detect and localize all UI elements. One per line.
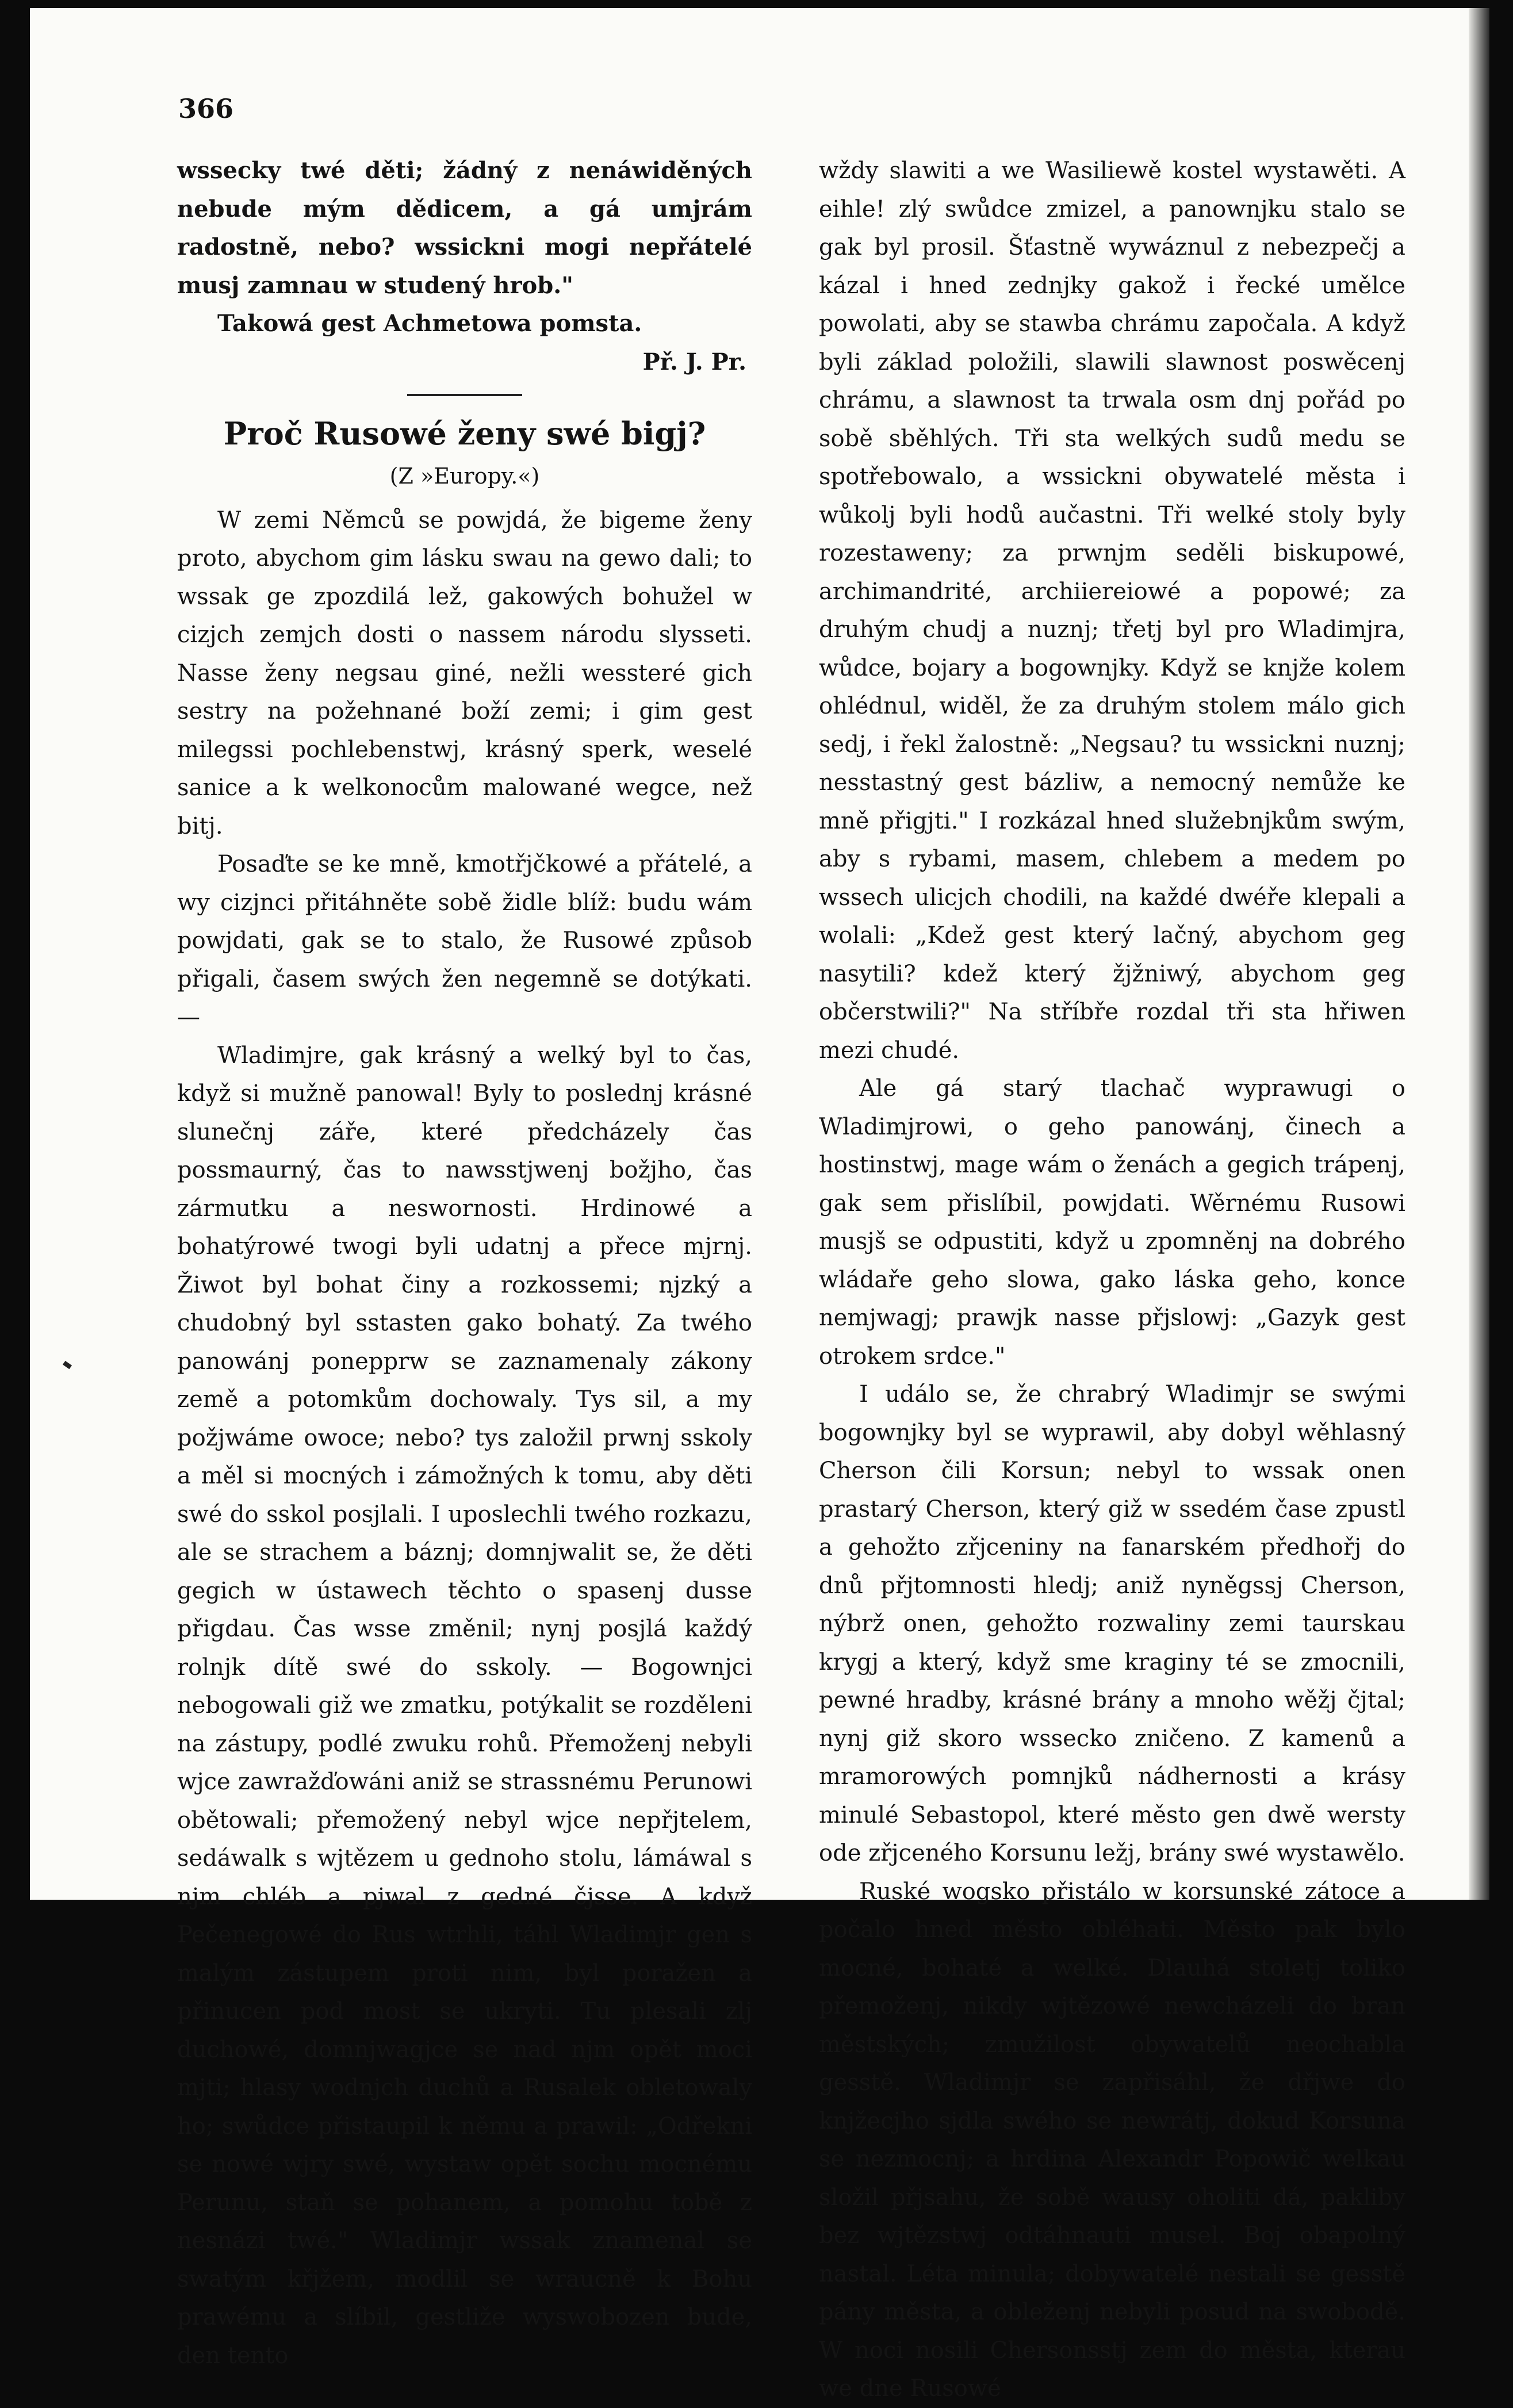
page-spine-shadow [1469,8,1489,1900]
section-divider [407,394,522,396]
paragraph: W zemi Němců se powjdá, že bigeme ženy proto, abychom gim lásku swau na gewo dali; to wssak ge zpozdilá lež, gakowých bohužel w cizjch zemjch dosti o nassem národu slysseti. Nasse ženy negsau giné, nežli wessteré gich sestry na požehnané boží zemi; i gim gest milegssi pochlebenstwj, krásný sperk, weselé sanice a k welkonocům malowané wegce, než bitj. [177,507,752,839]
article-source: (Z »Europy.«) [389,463,540,489]
story-closing-line: Takowá gest Achmetowa pomsta. [217,310,642,337]
right-column [819,152,1405,2408]
paragraph: Wladimjre, gak krásný a welký byl to čas, když si mužně panowal! Byly to poslednj krásné slunečnj záře, které předcházely čas possmaurný, čas to nawsstjwenj božjho, čas zármutku a neswornosti. Hrdinowé a bohatýrowé twogi byli udatnj a přece mjrnj. Žiwot byl bohat činy a rozkossemi; njzký a chudobný byl sstasten gako bohatý. Za twého panowánj ponepprw se zaznamenaly zákony země a potomkům dochowaly. Tys sil, a my požjwáme owoce; nebo? tys založil prwnj sskoly a měl si mocných i zámožných k tomu, aby děti swé do sskol posjlali. I uposlechli twého rozkazu, ale se strachem a báznj; domnjwalit se, že děti gegich w ústawech těchto o spasenj dusse přigdau. Čas wsse změnil; nynj posjlá každý rolnjk dítě swé do sskoly. — Bogownjci nebogowali giž we zmatku, potýkalit se rozděleni na zástupy, podlé zwuku rohů. Přemoženj nebyli wjce zawražďowáni aniž se strassnému Perunowi obětowali; přemožený nebyl wjce nepřjtelem, sedáwalk s wjtězem u gednoho stolu, lámáwal s njm chléb a pjwal z gedné čjsse. A když Pečenegowé do Rus wtrhli, táhl Wladimjr gen s malým zástupem proti nim, byl poražen a přinucen pod most se ukryti. Tu plesali zlj duchowé, domnjwagjce se nad njm opět moci mjti; hlasy wodnjch duchů a Rusalek obletowaly ho; swůdce přistaupil k němu a prawil: „Odřekni se nowé wjry swé, wystaw opět sochu mocnému Perunu, staň se pohanem, a pomohu tobě z nesnázi twé." Wladimjr wssak znamenal se swatým křjžem, modlil se wraucně k Bohu prawému a slíbil, gestliže wyswobozen bude, den tento [177,1042,752,2369]
paragraph: Ale gá starý tlachač wyprawugi o Wladimjrowi, o geho panowánj, činech a hostinstwj, mage wám o ženách a gegich trápenj, gak sem přislíbil, powjdati. Wěrnému Rusowi musjš se odpustiti, když u zpomněnj na dobrého wládaře geho slowa, gako láska geho, konce nemjwagj; prawjk nasse přjslowj: „Gazyk gest otrokem srdce." [819,1075,1405,1370]
paragraph: wždy slawiti a we Wasiliewě kostel wystawěti. A eihle! zlý swůdce zmizel, a panownjku stalo se gak byl prosil. Šťastně wywáznul z nebezpečj a kázal i hned zednjky gakož i řecké umělce powolati, aby se stawba chrámu započala. A když byli základ položili, slawili slawnost poswěcenj chrámu, a slawnost ta trwala osm dnj pořád po sobě sběhlých. Tři sta welkých sudů medu se spotřebowalo, a wssickni obywatelé města i wůkolj byli hodů aučastni. Tři welké stoly byly rozestaweny; za prwnjm seděli biskupowé, archimandrité, archiiereiowé a popowé; za druhým chudj a nuznj; třetj byl pro Wladimjra, wůdce, bojary a bogownjky. Když se knjže kolem ohlédnul, widěl, že za druhým stolem málo gich sedj, i řekl žalostně: „Negsau? tu wssickni nuznj; nesstastný gest bázliw, a nemocný nemůže ke mně přigjti." I rozkázal hned služebnjkům swým, aby s rybami, masem, chlebem a medem po wssech ulicjch chodili, na každé dwéře klepali a wolali: „Kdež gest který lačný, abychom geg nasytili? kdež který žjžniwý, abychom geg občerstwili?" Na stříbře rozdal tři sta hřiwen mezi chudé. [819,158,1405,1064]
scanned-page [30,8,1489,2402]
translator-attribution: Př. J. Pr. [642,348,746,375]
article-title: Proč Rusowé ženy swé bigj? [223,415,706,452]
left-column [177,152,752,2375]
story-ending: wssecky twé děti; žádný z nenáwiděných nebude mým dědicem, a gá umjrám radostně, nebo? wssickni mogi nepřátelé musj zamnau w studený hrob." [177,157,752,299]
paragraph: Posaďte se ke mně, kmotřjčkowé a přátelé, a wy cizjnci přitáhněte sobě židle blíž: budu wám powjdati, gak se to stalo, že Rusowé způsob přigali, časem swých žen negemně se dotýkati. — [177,851,752,1030]
paragraph: I událo se, že chrabrý Wladimjr se swými bogownjky byl se wyprawil, aby dobyl wěhlasný Cherson čili Korsun; nebyl to wssak onen prastarý Cherson, který giž w ssedém čase zpustl a gehožto zřjceniny na fanarském předhořj do dnů přjtomnosti hledj; aniž nyněgssj Cherson, nýbrž onen, gehožto rozwaliny zemi taurskau krygj a který, když sme kraginy té se zmocnili, pewné hradby, krásné brány a mnoho wěžj čjtal; nynj giž skoro wssecko zničeno. Z kamenů a mramorowých pomnjků nádhernosti a krásy minulé Sebastopol, které město gen dwě wersty ode zřjceného Korsunu ležj, brány swé wystawělo. [819,1381,1405,1866]
paragraph: Ruské wogsko přistálo w korsunské zátoce a počalo hned město obléhati. Město pak bylo mocné, bohaté a welké. Dlauhá stoletj toliko přemoženj, nikdy wjtězowé newcházeli do bran městských; zmužilost obywatelů neochabla gesstě. Wladimjr se zapřisáhl, že dřjwe do knjžecjho sjdla swého se newrátj, dokud Korsuna se nezmocnj; a hrdina Alexandr Popowič welkau složil přjsahu, že sobě wausy oholiti dá, pakliby bez wjtězstwj odtáhnauti musel. Boj obapolný nastal. Léta minula; dobywatelé nestali se gesstě pány města, a obleženj nebyli posud na swobodě. W noci nosili Chersonsstj zem do města, kterau we dne Rusowé [819,1878,1405,2402]
page-number: 366 [178,93,234,124]
ink-speck [63,1361,72,1370]
